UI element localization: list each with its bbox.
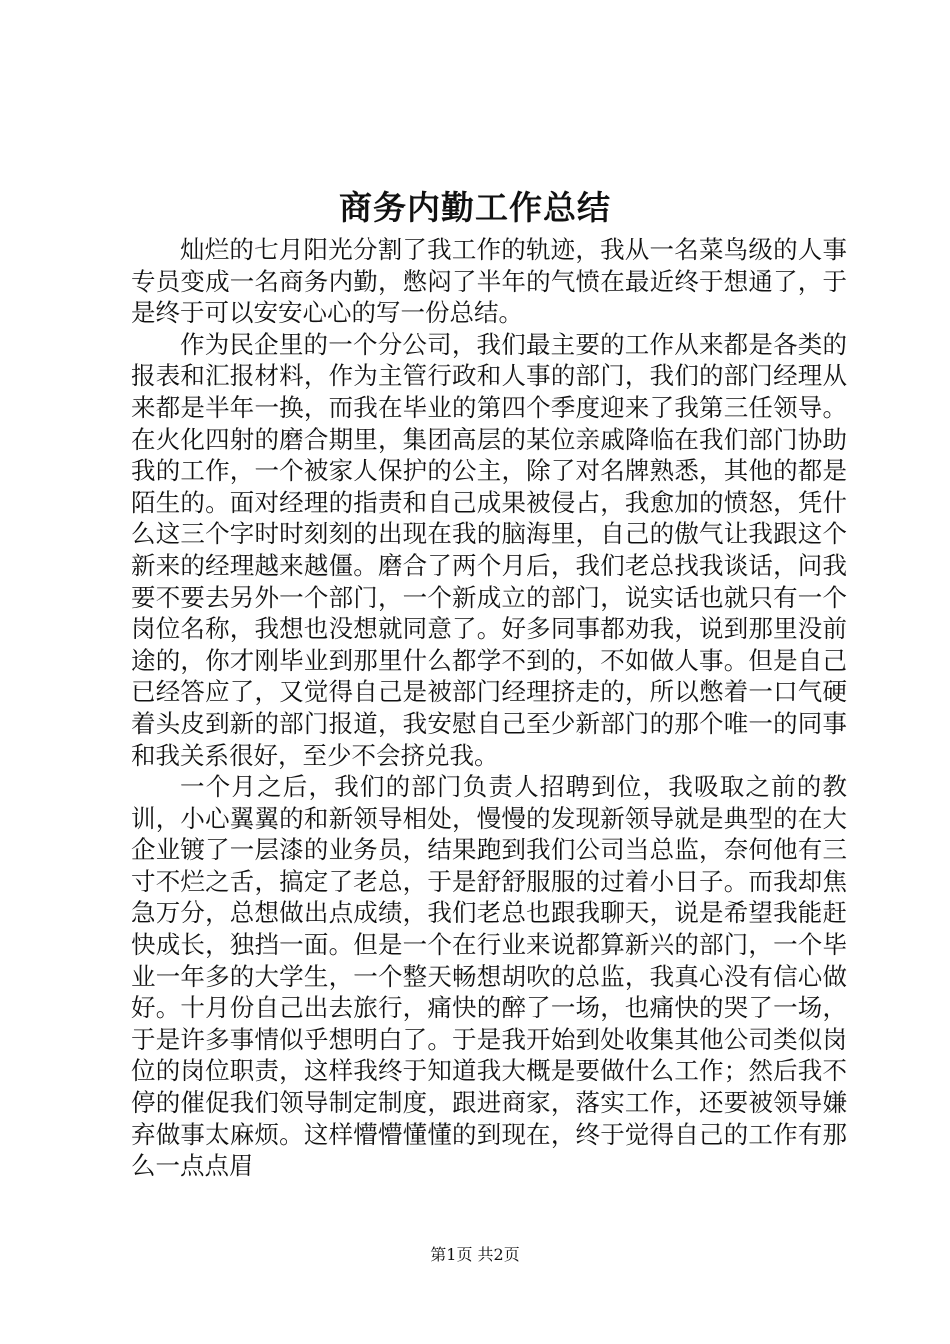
document-body: [131, 234, 847, 1182]
document-title: 商务内勤工作总结: [339, 188, 611, 227]
paragraph-1: 灿烂的七月阳光分割了我工作的轨迹，我从一名菜鸟级的人事专员变成一名商务内勤，憋闷了半年的气愤在最近终于想通了，于是终于可以安安心心的写一份总结。: [131, 235, 847, 328]
paragraph-2: 作为民企里的一个分公司，我们最主要的工作从来都是各类的报表和汇报材料，作为主管行政和人事的部门，我们的部门经理从来都是半年一换，而我在毕业的第四个季度迎来了我第三任领导。在火化四射的磨合期里，集团高层的某位亲戚降临在我们部门协助我的工作，一个被家人保护的公主，除了对名牌熟悉，其他的都是陌生的。面对经理的指责和自己成果被侵占，我愈加的愤怒，凭什么这三个字时时刻刻的出现在我的脑海里，自己的傲气让我跟这个新来的经理越来越僵。磨合了两个月后，我们老总找我谈话，问我要不要去另外一个部门，一个新成立的部门，说实话也就只有一个岗位名称，我想也没想就同意了。好多同事都劝我，说到那里没前途的，你才刚毕业到那里什么都学不到的，不如做人事。但是自己已经答应了，又觉得自己是被部门经理挤走的，所以憋着一口气硬着头皮到新的部门报道，我安慰自己至少新部门的那个唯一的同事和我关系很好，至少不会挤兑我。: [131, 329, 847, 770]
page-footer: 第1页 共2页: [430, 1245, 520, 1264]
paragraph-3: 一个月之后，我们的部门负责人招聘到位，我吸取之前的教训，小心翼翼的和新领导相处，慢慢的发现新领导就是典型的在大企业镀了一层漆的业务员，结果跑到我们公司当总监，奈何他有三寸不烂之舌，搞定了老总，于是舒舒服服的过着小日子。而我却焦急万分，总想做出点成绩，我们老总也跟我聊天，说是希望我能赶快成长，独挡一面。但是一个在行业来说都算新兴的部门，一个毕业一年多的大学生，一个整天畅想胡吹的总监，我真心没有信心做好。十月份自己出去旅行，痛快的醉了一场，也痛快的哭了一场，于是许多事情似乎想明白了。于是我开始到处收集其他公司类似岗位的岗位职责，这样我终于知道我大概是要做什么工作；然后我不停的催促我们领导制定制度，跟进商家，落实工作，还要被领导嫌弃做事太麻烦。这样懵懵懂懂的到现在，终于觉得自己的工作有那么一点点眉: [131, 772, 847, 1181]
